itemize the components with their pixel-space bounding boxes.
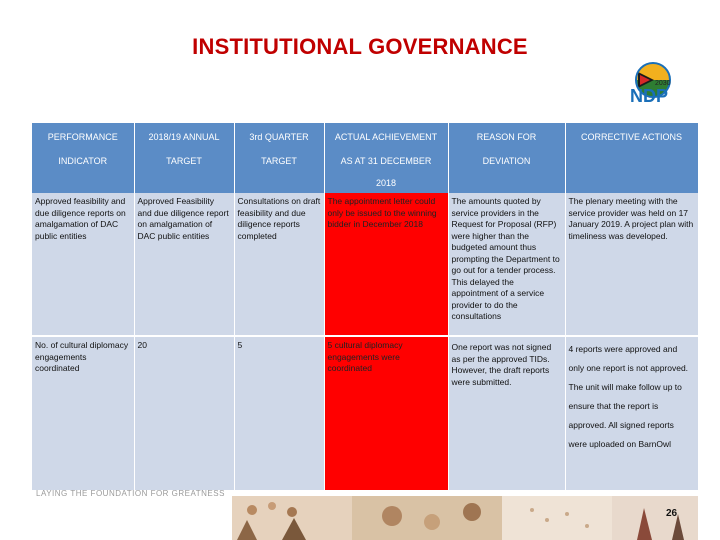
cell-corrective-action: The plenary meeting with the service provider was held on 17 January 2019. A project plan with timeliness was developed. xyxy=(565,193,698,336)
table-header-year-row xyxy=(32,177,698,193)
header-actual-achievement: ACTUAL ACHIEVEMENT AS AT 31 DECEMBER xyxy=(324,123,448,177)
page-title: INSTITUTIONAL GOVERNANCE xyxy=(192,34,528,59)
table-row xyxy=(32,193,698,336)
header-corrective-actions: CORRECTIVE ACTIONS xyxy=(565,123,698,177)
cell-reason: The amounts quoted by service providers in the Request for Proposal (RFP) were higher than the budgeted amount thus prompting the Department to go out for a tender process. This delayed the appointment of a service provider to do the consultations xyxy=(448,193,565,336)
table-row xyxy=(32,336,698,496)
cell-indicator: Approved feasibility and due diligence reports on amalgamation of DAC public entities xyxy=(32,193,134,336)
header-annual-target: 2018/19 ANNUAL TARGET xyxy=(134,123,234,177)
page-number: 26 xyxy=(666,508,678,519)
cell-q3-target: 5 xyxy=(234,336,324,496)
cell-actual-achievement: 5 cultural diplomacy engagements were coordinated xyxy=(324,336,448,496)
cell-reason: One report was not signed as per the approved TIDs. However, the draft reports were submitted. xyxy=(448,336,565,496)
header-year: 2018 xyxy=(324,177,448,193)
header-quarter-target: 3rd QUARTER TARGET xyxy=(234,123,324,177)
footer-tagline: LAYING THE FOUNDATION FOR GREATNESS xyxy=(36,489,225,498)
cell-corrective-action: 4 reports were approved and only one report is not approved. The unit will make follow up to ensure that the report is approved. All signed reports were uploaded on BarnOwl xyxy=(565,336,698,496)
logo-text: NDP xyxy=(630,86,669,106)
cell-indicator: No. of cultural diplomacy engagements coordinated xyxy=(32,336,134,496)
governance-table xyxy=(32,123,699,497)
table-header-row xyxy=(32,123,698,177)
cell-annual-target: 20 xyxy=(134,336,234,496)
cell-annual-target: Approved Feasibility and due diligence report on amalgamation of DAC public entities xyxy=(134,193,234,336)
logo-year: 2030 xyxy=(655,80,671,87)
cell-actual-achievement: The appointment letter could only be issued to the winning bidder in December 2018 xyxy=(324,193,448,336)
cell-q3-target: Consultations on draft feasibility and due diligence reports completed xyxy=(234,193,324,336)
header-reason-deviation: REASON FOR DEVIATION xyxy=(448,123,565,177)
header-performance-indicator: PERFORMANCE INDICATOR xyxy=(32,123,134,177)
